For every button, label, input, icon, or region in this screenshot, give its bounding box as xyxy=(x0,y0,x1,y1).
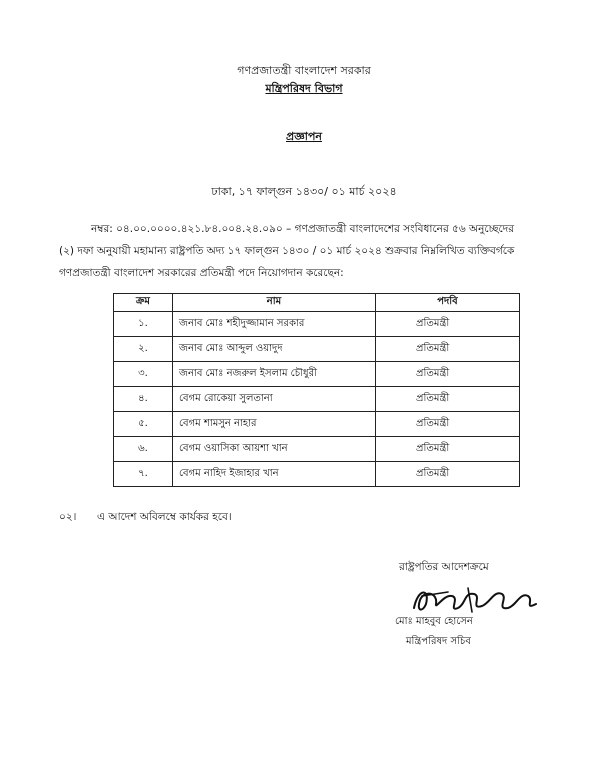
notice-title-label: প্রজ্ঞাপন xyxy=(286,130,322,143)
signature-image xyxy=(408,582,548,618)
department-name xyxy=(0,80,608,99)
row-name: বেগম রোকেয়া সুলতানা xyxy=(173,387,376,412)
table-header-row xyxy=(114,294,520,312)
header-post: পদবি xyxy=(376,294,520,312)
row-name: বেগম ওয়াসিকা আয়শা খান xyxy=(173,437,376,462)
row-post: প্রতিমন্ত্রী xyxy=(376,337,520,362)
clause-text: এ আদেশ অবিলম্বে কার্যকর হবে। xyxy=(97,511,232,523)
row-post: প্রতিমন্ত্রী xyxy=(376,387,520,412)
table-row xyxy=(114,412,520,437)
row-serial: ৬. xyxy=(114,437,173,462)
table-row xyxy=(114,362,520,387)
row-serial: ২. xyxy=(114,337,173,362)
signatory-name: মোঃ মাহবুব হোসেন xyxy=(395,616,473,627)
ministers-table xyxy=(113,293,520,487)
paragraph-line-1: নম্বর: ০৪.০০.০০০০.৪২১.৮৪.০০৪.২৪.০৯০ – গণপ্রজাতন্ত্রী বাংলাদেশের সংবিধানের ৫৬ অনুচ্ছেদের xyxy=(91,223,515,235)
row-post: প্রতিমন্ত্রী xyxy=(376,312,520,337)
effective-clause xyxy=(59,510,232,527)
table-row xyxy=(114,312,520,337)
row-serial: ৫. xyxy=(114,412,173,437)
government-name: গণপ্রজাতন্ত্রী বাংলাদেশ সরকার xyxy=(237,64,371,77)
paragraph-line-3: গণপ্রজাতন্ত্রী বাংলাদেশ সরকারের প্রতিমন্ত্রী পদে নিয়োগদান করেছেন: xyxy=(59,267,344,279)
row-post: প্রতিমন্ত্রী xyxy=(376,362,520,387)
table-row xyxy=(114,337,520,362)
header-serial: ক্রম xyxy=(114,294,173,312)
paragraph-line-2: (২) দফা অনুযায়ী মহামান্য রাষ্ট্রপতি অদ্য ১৭ ফাল্গুন ১৪৩০ / ০১ মার্চ ২০২৪ শুক্রবার নিম্নলিখিত ব্যক্তিবর্গকে xyxy=(59,245,515,257)
row-serial: ৪. xyxy=(114,387,173,412)
clause-number: ০২। xyxy=(59,511,77,523)
row-post: প্রতিমন্ত্রী xyxy=(376,412,520,437)
signatory-title: মন্ত্রিপরিষদ সচিব xyxy=(406,636,471,647)
row-post: প্রতিমন্ত্রী xyxy=(376,462,520,487)
table-row xyxy=(114,437,520,462)
row-name: বেগম শামসুন নাহার xyxy=(173,412,376,437)
row-serial: ৭. xyxy=(114,462,173,487)
table-row xyxy=(114,387,520,412)
notice-paragraph xyxy=(59,218,558,284)
department-label: মন্ত্রিপরিষদ বিভাগ xyxy=(265,82,343,95)
row-serial: ৩. xyxy=(114,362,173,387)
notice-title xyxy=(0,128,608,147)
header-name: নাম xyxy=(173,294,376,312)
row-serial: ১. xyxy=(114,312,173,337)
row-name: জনাব মোঃ নজরুল ইসলাম চৌধুরী xyxy=(173,362,376,387)
row-name: বেগম নাহিদ ইজাহার খান xyxy=(173,462,376,487)
order-line: রাষ্ট্রপতির আদেশক্রমে xyxy=(399,561,489,573)
row-name: জনাব মোঃ শহীদুজ্জামান সরকার xyxy=(173,312,376,337)
row-name: জনাব মোঃ আব্দুল ওয়াদুদ xyxy=(173,337,376,362)
row-post: প্রতিমন্ত্রী xyxy=(376,437,520,462)
table-row xyxy=(114,462,520,487)
dateline: ঢাকা, ১৭ ফাল্গুন ১৪৩০/ ০১ মার্চ ২০২৪ xyxy=(211,185,397,198)
